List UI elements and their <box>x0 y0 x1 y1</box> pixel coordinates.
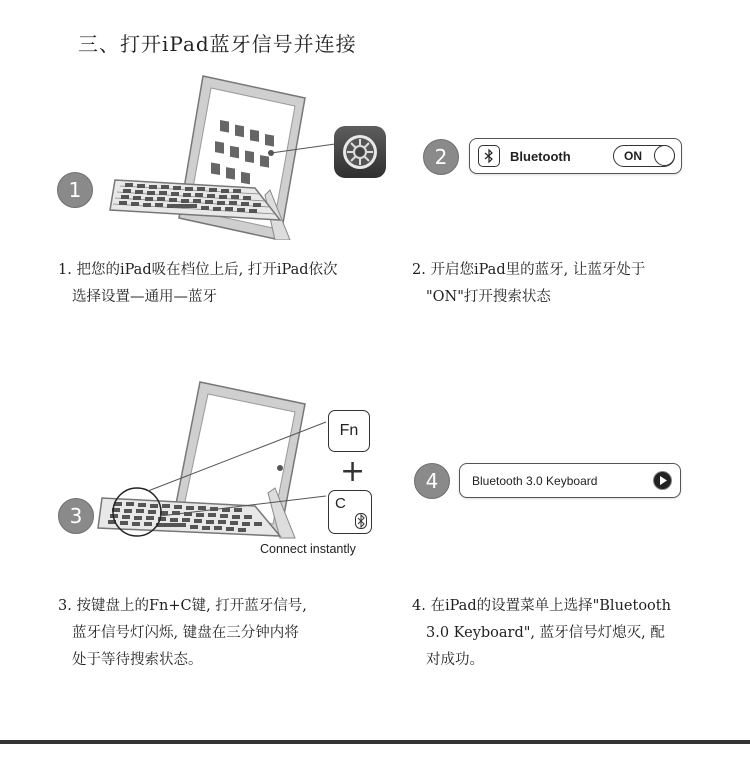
c-key <box>328 490 372 534</box>
bluetooth-toggle[interactable] <box>613 145 675 167</box>
step-number-2: 2 <box>423 139 459 175</box>
caption-line: 3.0 Keyboard", 蓝牙信号灯熄灭, 配 <box>426 625 665 641</box>
bluetooth-label: Bluetooth <box>510 148 571 164</box>
step-number-1: 1 <box>57 172 93 208</box>
caption-line: 2. 开启您iPad里的蓝牙, 让蓝牙处于 <box>412 262 646 278</box>
settings-app-icon[interactable] <box>334 126 386 178</box>
step-1-caption <box>58 257 338 311</box>
page-title: 三、打开iPad蓝牙信号并连接 <box>78 32 357 56</box>
caption-line: 蓝牙信号灯闪烁, 键盘在三分钟内将 <box>72 625 299 641</box>
fn-key <box>328 410 370 452</box>
caption-line: 选择设置—通用—蓝牙 <box>72 289 217 305</box>
bottom-divider <box>0 740 750 744</box>
ipad-keyboard-illustration-1 <box>95 70 345 240</box>
step-2-caption <box>412 257 645 311</box>
caption-line: 4. 在iPad的设置菜单上选择"Bluetooth <box>412 598 671 614</box>
step-number-3: 3 <box>58 498 94 534</box>
step-4-caption <box>412 593 671 674</box>
c-key-label: C <box>335 495 346 512</box>
caption-line: 3. 按键盘上的Fn+C键, 打开蓝牙信号, <box>58 598 307 614</box>
step-number-4: 4 <box>414 463 450 499</box>
ipad-keyboard-illustration-3 <box>90 378 330 543</box>
fn-key-label: Fn <box>339 422 359 439</box>
bluetooth-icon <box>478 145 500 167</box>
chevron-right-icon[interactable] <box>653 471 672 490</box>
device-name-label: Bluetooth 3.0 Keyboard <box>472 473 598 488</box>
step-3-caption <box>58 593 307 674</box>
caption-line: 对成功。 <box>426 652 484 668</box>
settings-gear-icon <box>340 132 380 172</box>
caption-line: 1. 把您的iPad吸在档位上后, 打开iPad依次 <box>58 262 338 278</box>
toggle-knob <box>654 145 675 166</box>
connect-instantly-text: Connect instantly <box>260 542 356 556</box>
plus-sign: + <box>340 454 366 489</box>
caption-line: "ON"打开搜索状态 <box>426 289 551 305</box>
bluetooth-keyboard-device-row[interactable] <box>459 463 681 498</box>
bluetooth-icon <box>355 513 367 529</box>
caption-line: 处于等待搜索状态。 <box>72 652 203 668</box>
toggle-state-label: ON <box>624 149 642 163</box>
bluetooth-settings-row[interactable] <box>469 138 682 174</box>
